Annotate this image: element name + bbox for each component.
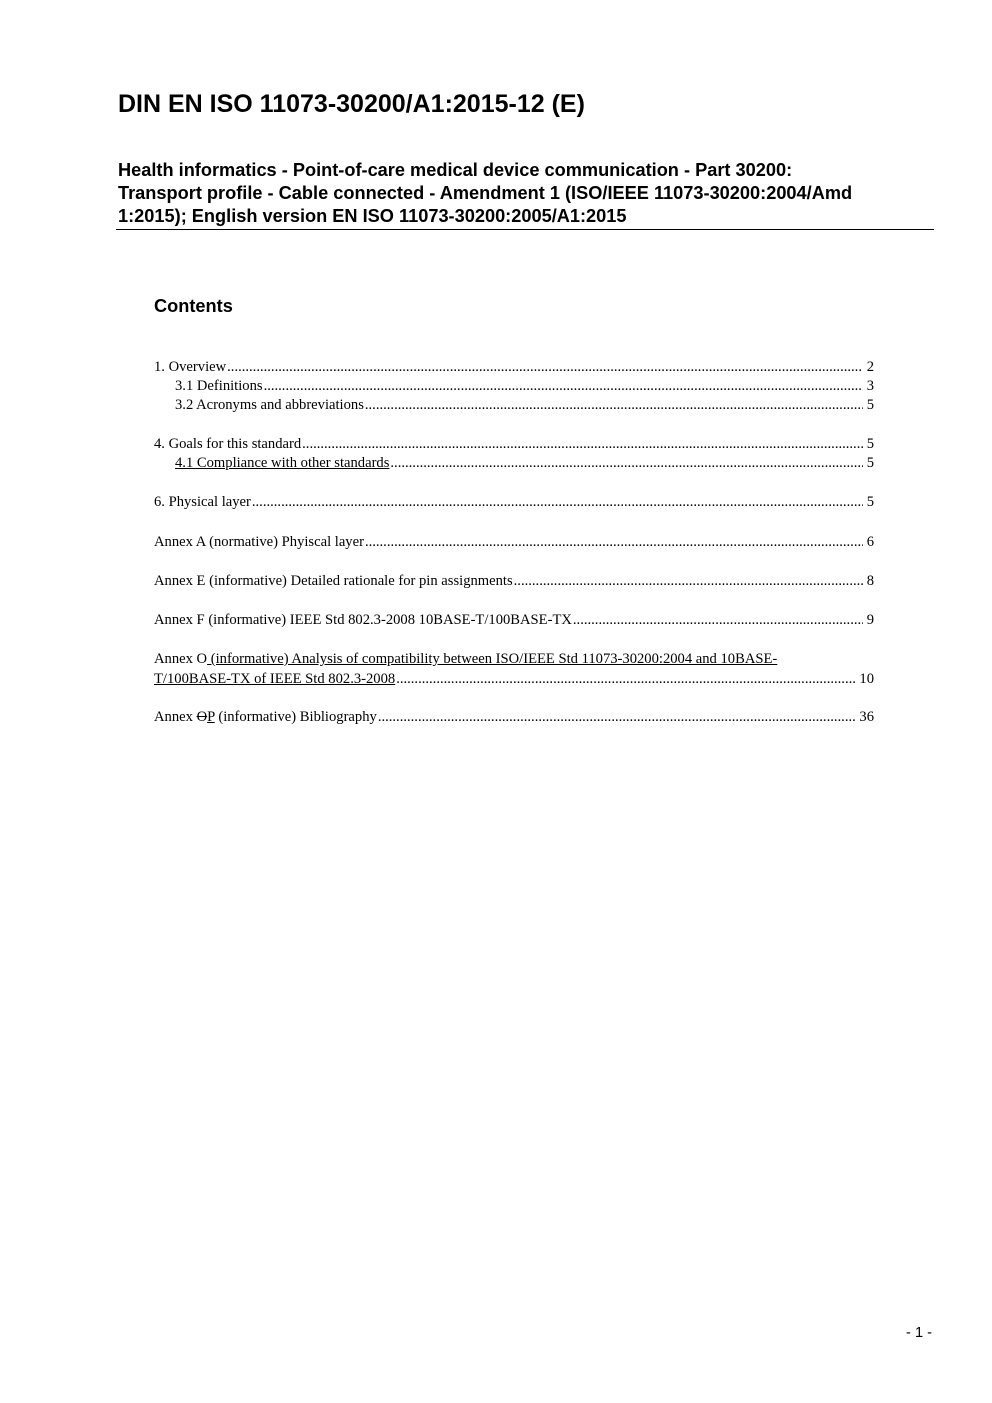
toc-entry-text: Annex F (informative) IEEE Std 802.3-2008 10BASE-T/100BASE-TX <box>154 612 572 628</box>
subtitle-line: 1:2015); English version EN ISO 11073-30200:2005/A1:2015 <box>118 206 627 226</box>
document-subtitle <box>118 159 938 228</box>
toc-entry-bibliography[interactable] <box>154 708 874 727</box>
toc-entry-overview[interactable] <box>154 358 874 377</box>
toc-entry-text-inserted: P <box>207 709 215 725</box>
toc-entry-text: Annex E (informative) Detailed rationale for pin assignments <box>154 573 513 589</box>
toc-entry-text: Annex O <box>154 651 208 667</box>
toc-page-number: 5 <box>866 455 874 471</box>
toc-entry-physical-layer[interactable] <box>154 493 874 512</box>
toc-entry-line <box>154 650 874 670</box>
toc-entry-text: 3.1 Definitions <box>175 378 263 394</box>
toc-entry-text: 4. Goals for this standard <box>154 436 302 452</box>
toc-entry-text: 1. Overview <box>154 359 227 375</box>
toc-page-number: 8 <box>866 573 874 589</box>
toc-page-number: 36 <box>859 709 874 725</box>
toc-leader-dots <box>390 454 862 473</box>
toc-leader-dots <box>227 358 863 377</box>
toc-page-number: 2 <box>866 359 874 375</box>
toc-page-number: 5 <box>866 436 874 452</box>
toc-entry-acronyms[interactable] <box>175 396 874 415</box>
contents-heading: Contents <box>154 296 233 316</box>
toc-entry-text-inserted: T/100BASE-TX of IEEE Std 802.3-2008 <box>154 670 396 687</box>
toc-entry-annex-a[interactable] <box>154 533 874 552</box>
toc-leader-dots <box>302 435 863 454</box>
toc-page-number: 9 <box>866 612 874 628</box>
toc-page-number: 10 <box>859 670 874 687</box>
toc-entry-text-prefix: Annex <box>154 709 197 725</box>
toc-page-number: 5 <box>866 397 874 413</box>
document-title: DIN EN ISO 11073-30200/A1:2015-12 (E) <box>118 90 585 118</box>
toc-leader-dots <box>378 708 856 727</box>
toc-leader-dots <box>365 396 863 415</box>
toc-entry-goals[interactable] <box>154 435 874 454</box>
subtitle-line: Transport profile - Cable connected - Amendment 1 (ISO/IEEE 11073-30200:2004/Amd <box>118 183 853 203</box>
toc-leader-dots <box>573 611 863 630</box>
subtitle-line: Health informatics - Point-of-care medical device communication - Part 30200: <box>118 160 793 180</box>
toc-leader-dots <box>365 533 863 552</box>
toc-entry-text-deleted: O <box>196 709 208 725</box>
toc-entry-annex-o[interactable] <box>154 650 874 689</box>
toc-entry-annex-f[interactable] <box>154 611 874 630</box>
toc-entry-text: Annex A (normative) Phyiscal layer <box>154 534 364 550</box>
toc-entry-text: 6. Physical layer <box>154 494 251 510</box>
page-number-footer: - 1 - <box>906 1325 932 1341</box>
toc-page-number: 3 <box>866 378 874 394</box>
toc-leader-dots <box>264 377 863 396</box>
toc-leader-dots <box>514 572 863 591</box>
toc-entry-definitions[interactable] <box>175 377 874 396</box>
toc-entry-text: 3.2 Acronyms and abbreviations <box>175 397 364 413</box>
toc-entry-text-inserted: 4.1 Compliance with other standards <box>175 455 390 471</box>
toc-leader-dots <box>252 493 863 512</box>
toc-entry-text <box>154 708 377 727</box>
toc-entry-compliance[interactable] <box>175 454 874 473</box>
title-divider <box>116 229 934 230</box>
toc-entry-text-inserted: (informative) Analysis of compatibility between ISO/IEEE Std 11073-30200:2004 and 10BASE- <box>207 651 778 667</box>
toc-page-number: 6 <box>866 534 874 550</box>
toc-entry-line <box>154 670 874 690</box>
toc-page-number: 5 <box>866 494 874 510</box>
toc-leader-dots <box>396 670 855 690</box>
toc-entry-text-rest: (informative) Bibliography <box>214 709 377 725</box>
toc-entry-annex-e[interactable] <box>154 572 874 591</box>
